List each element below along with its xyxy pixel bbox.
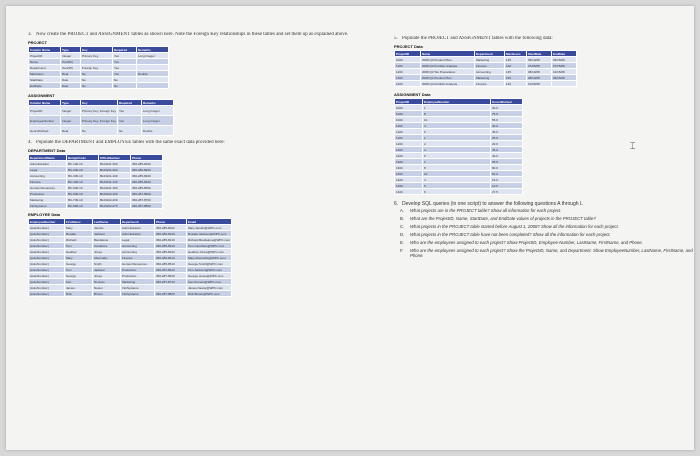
table-cell: 120 <box>505 63 527 69</box>
step-6-instruction: 6. Develop SQL queries (in one script) to answer the following questions A through L <box>394 201 583 207</box>
step-5-instruction: 5. Populate the PROJECT and ASSIGNMENT tables with the following data: <box>394 36 553 41</box>
table-cell: StartDate <box>29 77 61 83</box>
column-header: Phone <box>155 219 187 225</box>
table-cell: 360-287-8820 <box>155 291 187 297</box>
table-cell: Nestor <box>93 285 121 291</box>
table-cell: Primary Key <box>81 53 113 59</box>
table-cell: Yes <box>117 106 141 116</box>
table-cell: 360-285-8320 <box>155 249 187 255</box>
table-cell: 06/15/08 <box>552 57 577 63</box>
table-cell: 1200 <box>395 141 423 147</box>
table-cell: 4 <box>423 177 491 183</box>
table-cell: 1 <box>423 159 491 165</box>
department-data-table <box>28 154 163 209</box>
table-cell: Foreign Key <box>81 65 113 71</box>
assignment-data-table <box>394 98 523 195</box>
table-cell: Jackson <box>93 231 121 237</box>
table-row <box>29 106 174 116</box>
table-cell: No <box>113 83 137 89</box>
table-cell: Tom <box>65 243 93 249</box>
table-cell: InfoSystems <box>121 285 155 291</box>
table-cell: Marketing <box>475 57 505 63</box>
question-letter: E. <box>400 240 405 245</box>
column-header: Remarks <box>141 100 173 106</box>
table-cell: BC-700-10 <box>67 197 99 203</box>
table-cell: 360-287-8710 <box>155 279 187 285</box>
table-cell: Legal <box>121 237 155 243</box>
table-cell: 4 <box>423 147 491 153</box>
table-cell: ProjectID <box>29 53 61 59</box>
table-cell: BC-600-10 <box>67 191 99 197</box>
table-cell: [AutoNumber] <box>29 243 65 249</box>
table-cell: 55.0 <box>491 117 523 123</box>
table-cell: 10 <box>423 171 491 177</box>
table-cell: [AutoNumber] <box>29 291 65 297</box>
table-cell: Primary Key, Foreign Key <box>81 116 118 126</box>
column-header: EndDate <box>552 51 577 57</box>
table-cell: BLDG01-200 <box>99 167 131 173</box>
table-cell: James <box>65 285 93 291</box>
table-cell: 27.5 <box>491 189 523 195</box>
table-cell: Real <box>61 126 81 136</box>
table-cell: 45.0 <box>491 129 523 135</box>
column-header: FirstName <box>65 219 93 225</box>
table-cell: 360-287-8800 <box>131 203 163 209</box>
table-cell: Yes <box>113 53 137 59</box>
table-cell: 2 <box>423 141 491 147</box>
table-cell: 1200 <box>395 153 423 159</box>
table-cell: Tom.Jackson@WPC.com <box>187 267 232 273</box>
table-cell: Yes <box>113 65 137 71</box>
table-cell: 1100 <box>395 123 423 129</box>
column-header: Required <box>117 100 141 106</box>
text-cursor-icon: ⌶ <box>630 142 636 152</box>
column-header: DepartmentName <box>29 155 67 161</box>
table-cell: Tom <box>65 267 93 273</box>
table-cell: 150 <box>505 75 527 81</box>
table-row <box>29 116 174 126</box>
document-page <box>6 6 694 450</box>
table-cell: 80.0 <box>491 165 523 171</box>
column-header: Email <box>187 219 232 225</box>
table-cell: Ken.Numoto@WPC.com <box>187 279 232 285</box>
table-cell: InfoSystems <box>29 203 67 209</box>
table-cell: Real <box>61 71 81 77</box>
table-cell: 145 <box>505 69 527 75</box>
step-3-instruction: 3. Now create the PROJECT and ASSIGNMENT tables as shown here. Note the Foreign Key relationships in these tables and set them up as explained above. <box>28 32 349 37</box>
table-cell: 360-285-8210 <box>155 237 187 243</box>
column-header: EmployeeNumber <box>423 99 491 105</box>
table-cell: 50.0 <box>491 171 523 177</box>
table-cell: Mary.Jacobs@WPC.com <box>187 225 232 231</box>
question-letter: C. <box>400 224 405 229</box>
table-cell: Brown <box>93 291 121 297</box>
questions-section <box>394 201 694 258</box>
table-cell: Long Integer <box>141 116 173 126</box>
column-header: ProjectID <box>395 99 423 105</box>
table-cell: 1300 <box>395 171 423 177</box>
table-cell: 360-285-8200 <box>131 167 163 173</box>
table-cell: Rick.Brown@WPC.com <box>187 291 232 297</box>
question-text: What projects in the PROJECT table started before August 1, 2008? Show all the information for each project. <box>410 224 619 229</box>
table-cell: 10/15/08 <box>552 69 577 75</box>
project-definition-table <box>28 46 169 89</box>
table-cell: Accounting <box>121 243 155 249</box>
table-cell: 1000 <box>395 111 423 117</box>
table-cell: Bandalone <box>93 237 121 243</box>
table-cell: BLDG02-100 <box>99 191 131 197</box>
column-header: Required <box>113 47 137 53</box>
table-cell: Human Resources <box>121 261 155 267</box>
table-cell: 8 <box>423 165 491 171</box>
column-header: Department <box>121 219 155 225</box>
table-cell: 360-285-8500 <box>131 185 163 191</box>
table-cell: 360-287-8700 <box>131 197 163 203</box>
table-cell: 5 <box>423 153 491 159</box>
column-header: Type <box>61 47 81 53</box>
table-cell: Integer <box>61 53 81 59</box>
table-cell: No <box>117 126 141 136</box>
table-cell: No <box>81 126 118 136</box>
table-cell: Yes <box>113 59 137 65</box>
table-cell: Jones <box>93 249 121 255</box>
table-cell <box>137 83 169 89</box>
table-cell: Caruthers <box>93 243 121 249</box>
table-cell: Tom.Caruthers@WPC.com <box>187 243 232 249</box>
table-cell: George.Jones@WPC.com <box>187 273 232 279</box>
column-header: OfficeNumber <box>99 155 131 161</box>
column-header: Name <box>421 51 475 57</box>
table-cell: 360-287-8610 <box>155 267 187 273</box>
project-table-label: PROJECT <box>28 40 47 45</box>
table-row <box>395 189 523 195</box>
table-cell: 1000 <box>395 117 423 123</box>
assignment-definition-table <box>28 99 174 136</box>
table-cell: 20.0 <box>491 141 523 147</box>
table-cell: ProjectID <box>29 106 61 116</box>
table-cell: BLDG01-300 <box>99 161 131 167</box>
table-cell: 135 <box>505 57 527 63</box>
table-cell: BC-800-10 <box>67 203 99 209</box>
employee-data-table <box>28 218 232 297</box>
column-header: Type <box>61 100 81 106</box>
table-cell: BLDG02-270 <box>99 203 131 209</box>
table-cell: 1400 <box>395 189 423 195</box>
table-cell: 75.0 <box>491 111 523 117</box>
table-cell: 360-285-8100 <box>131 161 163 167</box>
table-cell: [AutoNumber] <box>29 255 65 261</box>
table-cell: Text(50) <box>61 59 81 65</box>
table-cell: [AutoNumber] <box>29 273 65 279</box>
table-row <box>29 291 232 297</box>
table-cell: Abernathy <box>93 255 121 261</box>
table-cell: 1100 <box>395 129 423 135</box>
table-cell: Richard <box>65 237 93 243</box>
question-letter: D. <box>400 232 405 237</box>
table-row <box>29 83 169 89</box>
table-cell: BC-100-10 <box>67 161 99 167</box>
table-cell: InfoSystems <box>121 291 155 297</box>
table-cell: BC-500-10 <box>67 185 99 191</box>
table-cell: Production <box>121 267 155 273</box>
table-cell: 1000 <box>395 57 421 63</box>
table-row <box>29 126 174 136</box>
question-letter: B. <box>400 216 405 221</box>
table-cell: [AutoNumber] <box>29 249 65 255</box>
question-item <box>400 208 694 213</box>
table-cell: 6 <box>423 129 491 135</box>
table-cell: Administration <box>29 161 67 167</box>
table-cell: BC-200-10 <box>67 167 99 173</box>
table-cell: Jackson <box>93 267 121 273</box>
column-header: Department <box>475 51 505 57</box>
table-cell: 1100 <box>395 135 423 141</box>
column-header: LastName <box>93 219 121 225</box>
table-cell: Numoto <box>93 279 121 285</box>
table-cell: [AutoNumber] <box>29 231 65 237</box>
question-item <box>400 248 694 258</box>
table-cell: 360-285-8110 <box>155 225 187 231</box>
table-cell: Legal <box>29 167 67 173</box>
table-cell: Long Integer <box>141 106 173 116</box>
table-cell: 360-285-8410 <box>155 255 187 261</box>
table-cell: 360-285-8400 <box>131 179 163 185</box>
table-cell: 35.0 <box>491 159 523 165</box>
table-cell: Double <box>137 71 169 77</box>
table-cell: 1200 <box>395 147 423 153</box>
table-cell: 1300 <box>395 159 423 165</box>
table-cell: Human Resources <box>29 185 67 191</box>
question-text: What projects are in the PROJECT table? Show all information for each project. <box>410 208 562 213</box>
table-cell: 15.0 <box>491 177 523 183</box>
table-cell: 1200 <box>395 69 421 75</box>
table-cell: 40.0 <box>491 153 523 159</box>
table-cell: Production <box>29 191 67 197</box>
question-letter: A. <box>400 208 405 213</box>
table-cell: Name <box>29 59 61 65</box>
table-cell: 08/10/08 <box>527 69 552 75</box>
step-4-instruction: 4. Populate the DEPARTMENT and EMPLOYEE tables with the same exact data provided here: <box>28 140 225 145</box>
table-cell: 10 <box>423 117 491 123</box>
table-cell: George.Smith@WPC.com <box>187 261 232 267</box>
table-cell: Text(35) <box>61 65 81 71</box>
table-cell: 1400 <box>395 81 421 87</box>
table-cell: 10/05/08 <box>527 81 552 87</box>
table-cell: Mary <box>65 225 93 231</box>
table-cell: 1400 <box>395 183 423 189</box>
column-header: Column Name <box>29 47 61 53</box>
question-item <box>400 216 694 221</box>
table-cell: BLDG01-180 <box>99 185 131 191</box>
table-cell: George <box>65 273 93 279</box>
table-cell: Marketing <box>29 197 67 203</box>
column-header: ProjectID <box>395 51 421 57</box>
table-cell: BLDG02-200 <box>99 197 131 203</box>
table-cell: 1300 <box>395 75 421 81</box>
table-row <box>29 203 163 209</box>
table-cell: 09/15/08 <box>552 75 577 81</box>
table-cell: Heather <box>65 249 93 255</box>
table-cell: 25.0 <box>491 135 523 141</box>
table-cell: 2008 Q3 Tax Preparation <box>421 69 475 75</box>
table-cell: 2008 Q4 Product Plan <box>421 75 475 81</box>
table-cell: Administration <box>121 231 155 237</box>
table-cell: 1 <box>423 135 491 141</box>
question-item <box>400 232 694 237</box>
table-cell: Rosalie.Jackson@WPC.com <box>187 231 232 237</box>
table-cell: BC-300-10 <box>67 173 99 179</box>
column-header: Key <box>81 100 118 106</box>
table-cell: Department <box>29 65 61 71</box>
table-cell: 2008 Q4 Portfolio Analysis <box>421 81 475 87</box>
table-cell: 08/10/08 <box>527 75 552 81</box>
table-cell: George <box>65 261 93 267</box>
question-text: Who are the employees assigned to each project? Show the ProjectID, Name, and Department. Show EmployeeNumber, LastName, FirstName, and Phone. <box>410 248 693 258</box>
table-cell: Finance <box>121 255 155 261</box>
assignment-table-label: ASSIGNMENT <box>28 93 55 98</box>
table-cell: [AutoNumber] <box>29 285 65 291</box>
table-cell: Smith <box>93 261 121 267</box>
column-header: StartDate <box>527 51 552 57</box>
table-cell: James.Nestor@WPC.com <box>187 285 232 291</box>
table-cell: 140 <box>505 81 527 87</box>
table-row <box>395 81 577 87</box>
table-cell: BLDG01-140 <box>99 179 131 185</box>
table-cell: 6 <box>423 189 491 195</box>
table-cell: [AutoNumber] <box>29 237 65 243</box>
table-cell: No <box>81 71 113 77</box>
column-header: Column Name <box>29 100 61 106</box>
table-cell: Accounting <box>475 69 505 75</box>
table-cell: Integer <box>61 106 81 116</box>
table-cell: [AutoNumber] <box>29 267 65 273</box>
table-cell: 360-285-8120 <box>155 231 187 237</box>
table-cell: Accounting <box>121 249 155 255</box>
project-data-label: PROJECT Data <box>394 44 423 49</box>
employee-data-label: EMPLOYEE Data <box>28 212 61 217</box>
table-cell: 360-287-8600 <box>131 191 163 197</box>
table-cell: 45.0 <box>491 147 523 153</box>
table-cell: Accounting <box>29 173 67 179</box>
table-cell: 07/25/08 <box>552 63 577 69</box>
table-cell: 360-285-8310 <box>155 243 187 249</box>
table-cell: 360-285-8300 <box>131 173 163 179</box>
table-cell: Heather.Jones@WPC.com <box>187 249 232 255</box>
project-data-table <box>394 50 577 87</box>
table-cell: HoursWorked <box>29 126 61 136</box>
table-cell: Marketing <box>475 75 505 81</box>
table-cell: 360-285-8510 <box>155 261 187 267</box>
table-cell: Rosalie <box>65 231 93 237</box>
question-text: What projects in the PROJECT table have not been completed? Show all the information for each project. <box>410 232 611 237</box>
table-cell: 4 <box>423 123 491 129</box>
column-header: Phone <box>131 155 163 161</box>
table-cell: Date <box>61 83 81 89</box>
table-cell: 8 <box>423 111 491 117</box>
table-cell: MaxHours <box>29 71 61 77</box>
table-cell: Mary <box>65 255 93 261</box>
table-cell: No <box>81 77 113 83</box>
table-cell: 2008 Q3 Portfolio Analysis <box>421 63 475 69</box>
right-column <box>394 36 694 261</box>
question-item <box>400 224 694 229</box>
table-cell: Integer <box>61 116 81 126</box>
assignment-data-label: ASSIGNMENT Data <box>394 92 431 97</box>
table-cell: 07/05/08 <box>527 63 552 69</box>
table-cell: No <box>81 83 113 89</box>
table-cell: No <box>113 77 137 83</box>
question-text: What are the ProjectID, Name, StartDate, and EndDate values of projects in the PROJECT table? <box>410 216 596 221</box>
table-cell: Richard.Bandalone@WPC.com <box>188 237 231 242</box>
table-cell: Jones <box>93 273 121 279</box>
table-cell: 30.0 <box>491 105 523 111</box>
table-cell: Marketing <box>121 279 155 285</box>
table-cell: EmployeeNumber <box>29 116 61 126</box>
table-cell: Mary.Abernathy@WPC.com <box>187 255 232 261</box>
table-cell: Finance <box>475 81 505 87</box>
table-cell: BC-400-10 <box>67 179 99 185</box>
table-cell: 5 <box>423 183 491 189</box>
table-cell: Production <box>121 273 155 279</box>
question-item <box>400 240 694 245</box>
table-cell: Jacobs <box>93 225 121 231</box>
table-cell: 1400 <box>395 177 423 183</box>
table-cell: Rick <box>65 291 93 297</box>
question-letter: F. <box>400 248 404 253</box>
question-list <box>394 208 694 258</box>
table-cell <box>552 81 577 87</box>
table-cell: EndDate <box>29 83 61 89</box>
table-cell: 360-287-8620 <box>155 273 187 279</box>
table-cell: Primary Key, Foreign Key <box>81 106 118 116</box>
table-cell: 1300 <box>395 165 423 171</box>
table-cell: Yes <box>117 116 141 126</box>
table-cell: 2008 Q3 Product Plan <box>421 57 475 63</box>
column-header: BudgetCode <box>67 155 99 161</box>
column-header: HoursWorked <box>491 99 523 105</box>
column-header: Key <box>81 47 113 53</box>
table-cell: 05/10/08 <box>527 57 552 63</box>
table-cell: Finance <box>475 63 505 69</box>
table-cell: Ken <box>65 279 93 285</box>
table-cell: BLDG01-100 <box>99 173 131 179</box>
table-cell: 10.0 <box>491 183 523 189</box>
table-cell: Long Integer <box>137 53 169 59</box>
table-cell: Administration <box>121 225 155 231</box>
table-cell: Date <box>61 77 81 83</box>
department-data-label: DEPARTMENT Data <box>28 148 66 153</box>
column-header: Remarks <box>137 47 169 53</box>
table-cell: 1 <box>423 105 491 111</box>
table-cell: Yes <box>113 71 137 77</box>
table-cell: [AutoNumber] <box>29 225 65 231</box>
left-column <box>28 32 358 297</box>
table-cell: [AutoNumber] <box>29 279 65 285</box>
column-header: EmployeeNumber <box>29 219 65 225</box>
question-text: Who are the employees assigned to each project? Show ProjectID, Employee-Number, LastName, FirstName, and Phone. <box>410 240 643 245</box>
table-cell: Double <box>141 126 173 136</box>
table-cell: Finance <box>29 179 67 185</box>
table-cell: 1100 <box>395 63 421 69</box>
table-cell: 40.0 <box>491 123 523 129</box>
table-cell: 1000 <box>395 105 423 111</box>
table-cell: [AutoNumber] <box>29 261 65 267</box>
column-header: MaxHours <box>505 51 527 57</box>
